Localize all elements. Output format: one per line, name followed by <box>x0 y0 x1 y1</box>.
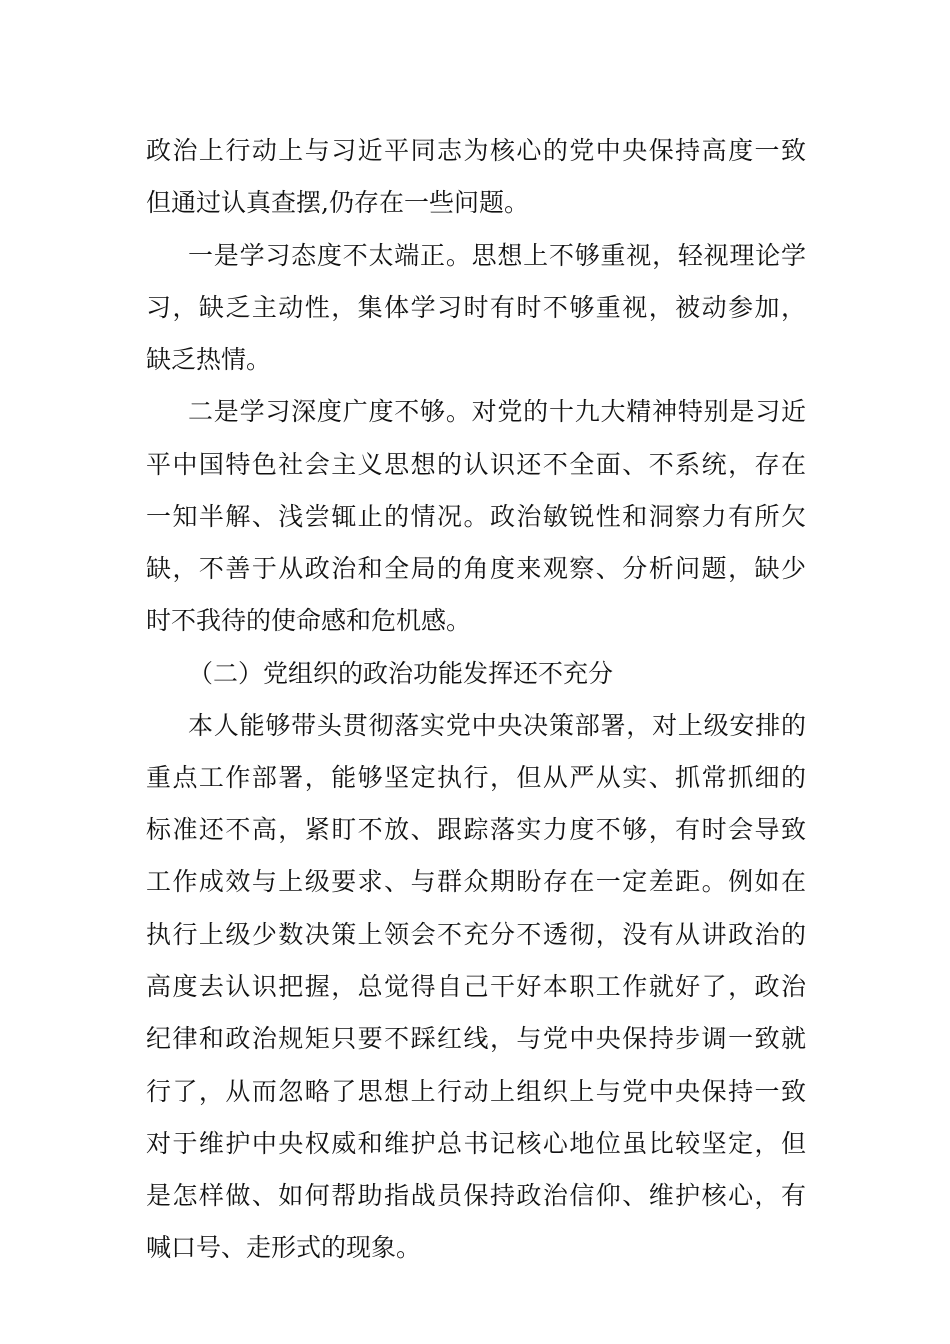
text-line: 喊口号、走形式的现象。 <box>146 1233 422 1262</box>
text-line: 政治上行动上与习近平同志为核心的党中央保持高度一致 <box>146 136 806 165</box>
text-line: 时不我待的使命感和危机感。 <box>146 606 472 635</box>
paragraph-first-line: 本人能够带头贯彻落实党中央决策部署，对上级安排的 <box>188 711 806 740</box>
text-line: 标准还不高，紧盯不放、跟踪落实力度不够，有时会导致 <box>146 815 806 844</box>
text-line: 纪律和政治规矩只要不踩红线，与党中央保持步调一致就 <box>146 1024 806 1053</box>
text-line: 缺，不善于从政治和全局的角度来观察、分析问题，缺少 <box>146 554 806 583</box>
text-line: 但通过认真查摆,仍存在一些问题。 <box>146 188 529 217</box>
text-line: 对于维护中央权威和维护总书记核心地位虽比较坚定，但 <box>146 1129 806 1158</box>
text-line: 是怎样做、如何帮助指战员保持政治信仰、维护核心，有 <box>146 1181 806 1210</box>
text-line: 工作成效与上级要求、与群众期盼存在一定差距。例如在 <box>146 867 806 896</box>
text-line: 行了，从而忽略了思想上行动上组织上与党中央保持一致 <box>146 1077 806 1106</box>
text-line: 重点工作部署，能够坚定执行，但从严从实、抓常抓细的 <box>146 763 806 792</box>
text-line: 缺乏热情。 <box>146 345 272 374</box>
text-line: 一知半解、浅尝辄止的情况。政治敏锐性和洞察力有所欠 <box>146 502 806 531</box>
text-line: 平中国特色社会主义思想的认识还不全面、不系统，存在 <box>146 450 806 479</box>
paragraph-first-line: 一是学习态度不太端正。思想上不够重视，轻视理论学 <box>188 241 806 270</box>
text-line: 习，缺乏主动性，集体学习时有时不够重视，被动参加， <box>146 293 806 322</box>
section-heading: （二）党组织的政治功能发挥还不充分 <box>188 659 614 688</box>
text-line: 执行上级少数决策上领会不充分不透彻，没有从讲政治的 <box>146 920 806 949</box>
text-line: 高度去认识把握，总觉得自己干好本职工作就好了，政治 <box>146 972 806 1001</box>
paragraph-first-line: 二是学习深度广度不够。对党的十九大精神特别是习近 <box>188 397 806 426</box>
